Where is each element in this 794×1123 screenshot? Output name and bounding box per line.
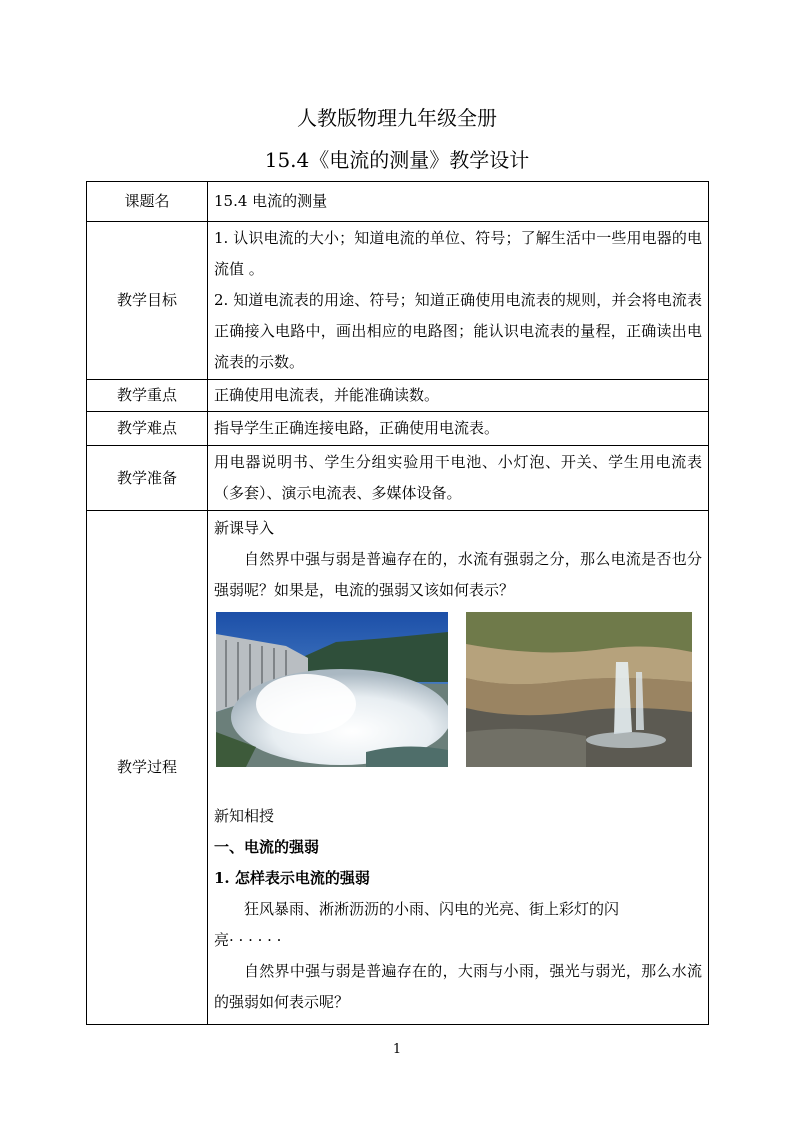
- new-knowledge-heading: 新知相授: [214, 807, 275, 825]
- dam-photo: [216, 612, 448, 767]
- table-row: [87, 380, 709, 412]
- table-row: [87, 222, 709, 380]
- objective-line: 2. 知道电流表的用途、符号；知道正确使用电流表的规则，并会将电流表正确接入电路中，画出相应的电路图；能认识电流表的量程，正确读出电流表的示数。: [214, 291, 702, 371]
- paragraph-line: 亮· · · · · ·: [214, 931, 282, 949]
- row-label: 教学过程: [87, 511, 208, 1025]
- row-content: [208, 222, 709, 380]
- document-title: 人教版物理九年级全册: [297, 106, 497, 130]
- row-content: 指导学生正确连接电路，正确使用电流表。: [208, 412, 709, 446]
- intro-paragraph: 自然界中强与弱是普遍存在的，水流有强弱之分，那么电流是否也分强弱呢？如果是，电流的强弱又该如何表示？: [214, 550, 702, 599]
- lesson-plan-table: [86, 181, 709, 1025]
- paragraph: 自然界中强与弱是普遍存在的，大雨与小雨，强光与弱光，那么水流的强弱如何表示呢？: [214, 962, 702, 1011]
- section-heading: 一、电流的强弱: [214, 838, 320, 856]
- table-row: [87, 182, 709, 222]
- table-row: [87, 412, 709, 446]
- row-label: 教学重点: [87, 380, 208, 412]
- stream-photo: [466, 612, 692, 767]
- row-label: 教学难点: [87, 412, 208, 446]
- row-content: 正确使用电流表，并能准确读数。: [208, 380, 709, 412]
- row-content: [208, 511, 709, 1025]
- sub-heading: 1. 怎样表示电流的强弱: [214, 869, 370, 887]
- table-row: [87, 446, 709, 511]
- row-content: 用电器说明书、学生分组实验用干电池、小灯泡、开关、学生用电流表（多套）、演示电流表、多媒体设备。: [208, 446, 709, 511]
- row-label: 教学准备: [87, 446, 208, 511]
- objective-line: 1. 认识电流的大小；知道电流的单位、符号；了解生活中一些用电器的电流值 。: [214, 229, 702, 278]
- intro-heading: 新课导入: [214, 519, 275, 537]
- row-label: 教学目标: [87, 222, 208, 380]
- photo-row: [216, 612, 692, 767]
- document-subtitle: 15.4《电流的测量》教学设计: [264, 148, 530, 172]
- paragraph-line: 狂风暴雨、淅淅沥沥的小雨、闪电的光亮、街上彩灯的闪: [244, 900, 620, 918]
- table-row: [87, 511, 709, 1025]
- page-number: 1: [392, 1042, 402, 1057]
- row-label: 课题名: [87, 182, 208, 222]
- row-content: 15.4 电流的测量: [208, 182, 709, 222]
